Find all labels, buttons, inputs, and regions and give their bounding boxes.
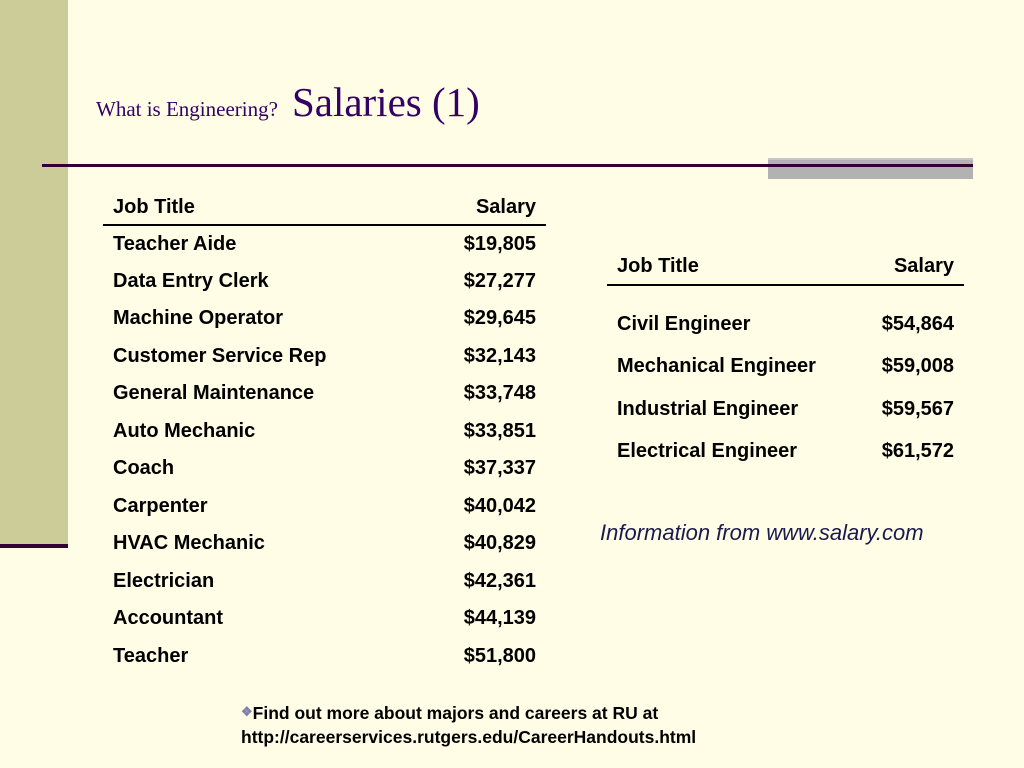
salary-cell: $54,864 [881, 312, 954, 335]
salary-cell: $27,277 [463, 269, 536, 292]
salary-cell: $29,645 [463, 307, 536, 330]
general-salaries-table [103, 190, 546, 675]
column-header-job-title: Job Title [617, 254, 699, 277]
left-band-rule [0, 544, 68, 548]
salary-cell: $61,572 [881, 440, 954, 463]
title-main: Salaries (1) [291, 79, 480, 125]
salary-cell: $59,567 [881, 397, 954, 420]
salary-cell: $37,337 [463, 457, 536, 480]
job-title-cell: Teacher [113, 644, 189, 667]
table-row [103, 338, 546, 376]
job-title-cell: Mechanical Engineer [617, 355, 816, 378]
diamond-bullet-icon: ❖ [241, 704, 253, 719]
salary-cell: $19,805 [463, 232, 536, 255]
footer-note [241, 700, 801, 749]
salary-cell: $51,800 [463, 644, 536, 667]
engineering-salaries-table [607, 248, 964, 473]
job-title-cell: Industrial Engineer [617, 397, 799, 420]
table-row [103, 600, 546, 638]
table-row [607, 303, 964, 346]
salary-cell: $44,139 [463, 607, 536, 630]
engineering-salaries-body [607, 285, 964, 473]
table-header-row [103, 190, 546, 225]
table-row [607, 346, 964, 389]
job-title-cell: Electrician [113, 569, 215, 592]
slide-title [96, 78, 480, 138]
job-title-cell: Auto Mechanic [113, 419, 256, 442]
source-note: Information from www.salary.com [600, 520, 924, 545]
salary-cell: $42,361 [463, 569, 536, 592]
salary-cell: $33,748 [463, 382, 536, 405]
table-row [607, 388, 964, 431]
table-row [103, 375, 546, 413]
job-title-cell: Customer Service Rep [113, 344, 327, 367]
table-row [103, 525, 546, 563]
job-title-cell: Accountant [113, 607, 223, 630]
table-row [103, 263, 546, 301]
title-prefix: What is Engineering? [96, 97, 278, 121]
job-title-cell: Civil Engineer [617, 312, 751, 335]
table-header-row [607, 248, 964, 285]
table-row [103, 225, 546, 263]
table-row [103, 413, 546, 451]
table-row [103, 488, 546, 526]
job-title-cell: Carpenter [113, 494, 208, 517]
title-divider-accent [768, 158, 973, 179]
salary-cell: $32,143 [463, 344, 536, 367]
table-row [103, 563, 546, 601]
column-header-salary: Salary [893, 254, 954, 277]
table-row [607, 431, 964, 474]
salary-cell: $40,042 [463, 494, 536, 517]
job-title-cell: General Maintenance [113, 382, 315, 405]
column-header-job-title: Job Title [113, 195, 195, 218]
table-spacer-row [607, 285, 964, 303]
table-row [103, 638, 546, 676]
footer-link[interactable]: http://careerservices.rutgers.edu/CareerHandouts.html [241, 727, 697, 747]
footer-line-1: Find out more about majors and careers at RU at [252, 703, 659, 723]
job-title-cell: Coach [113, 457, 175, 480]
left-decorative-band [0, 0, 68, 544]
job-title-cell: Data Entry Clerk [113, 269, 269, 292]
job-title-cell: Teacher Aide [113, 232, 237, 255]
job-title-cell: Electrical Engineer [617, 440, 798, 463]
job-title-cell: HVAC Mechanic [113, 532, 265, 555]
salary-cell: $59,008 [881, 355, 954, 378]
job-title-cell: Machine Operator [113, 307, 284, 330]
column-header-salary: Salary [475, 195, 536, 218]
salary-cell: $33,851 [463, 419, 536, 442]
salary-cell: $40,829 [463, 532, 536, 555]
table-row [103, 300, 546, 338]
general-salaries-body [103, 225, 546, 675]
table-row [103, 450, 546, 488]
